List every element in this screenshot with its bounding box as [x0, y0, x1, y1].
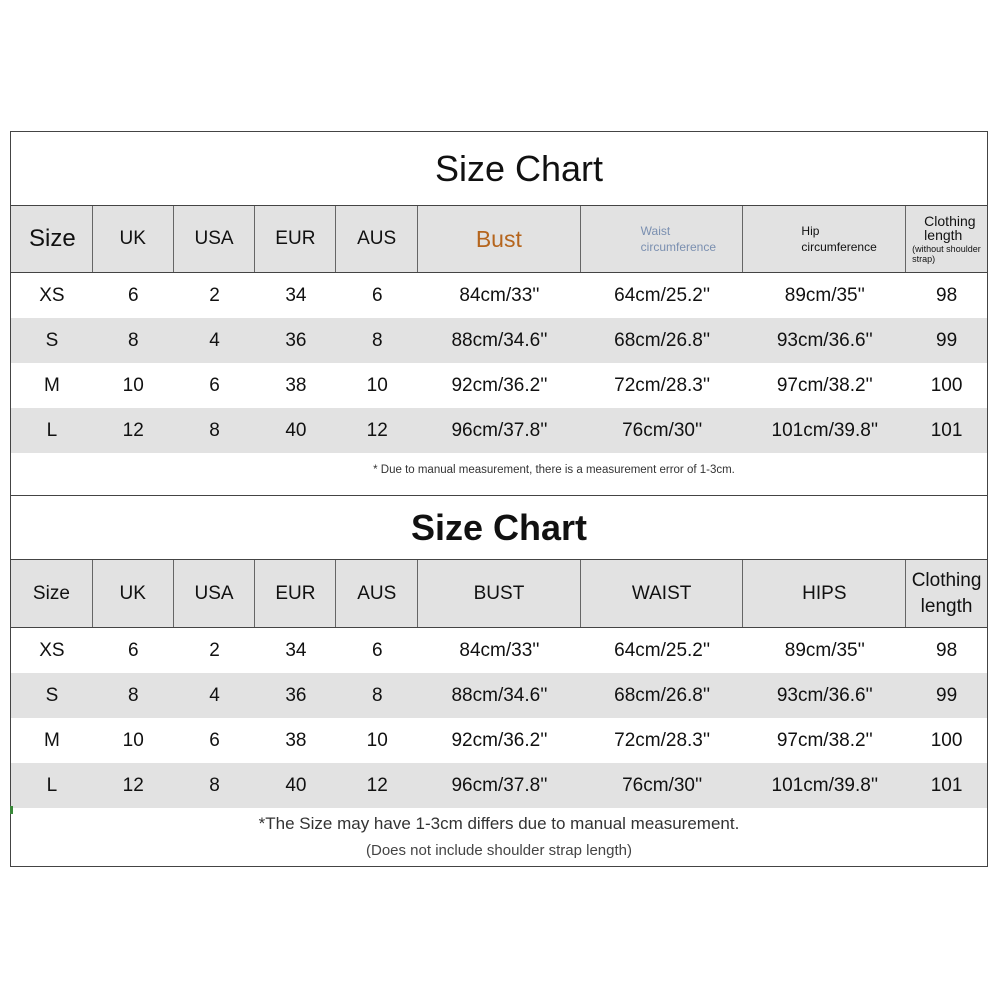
header-length-line1: Clothing [924, 213, 976, 229]
cell-waist: 72cm/28.3'' [614, 374, 711, 396]
header-uk: UK [93, 560, 174, 627]
cell-hip: 97cm/38.2'' [776, 729, 873, 751]
note-line-1: *The Size may have 1-3cm differs due to manual measurement. [258, 814, 740, 833]
header-row [11, 206, 987, 273]
cell-usa: 6 [209, 374, 220, 396]
chart-title: Size Chart [11, 132, 987, 206]
header-uk: UK [93, 206, 174, 272]
cell-bust: 84cm/33'' [459, 639, 540, 661]
header-waist-line1: Waist [640, 224, 671, 238]
cell-size: XS [39, 284, 65, 306]
measurement-note [11, 808, 987, 859]
header-usa: USA [174, 560, 256, 627]
header-size: Size [11, 206, 93, 272]
size-chart-2 [10, 495, 988, 867]
cell-hip: 89cm/35'' [784, 284, 865, 306]
cell-bust: 88cm/34.6'' [451, 684, 548, 706]
cell-length: 99 [936, 329, 958, 351]
cell-aus: 10 [366, 374, 388, 396]
cell-waist: 76cm/30'' [622, 774, 703, 796]
table-row [11, 628, 987, 673]
cell-length: 100 [930, 729, 963, 751]
cell-size: L [46, 419, 58, 441]
header-hip-line1: Hip [801, 224, 820, 238]
table-row [11, 408, 987, 453]
header-row [11, 560, 987, 628]
cell-usa: 6 [209, 729, 220, 751]
cell-bust: 92cm/36.2'' [451, 374, 548, 396]
cell-length: 101 [930, 774, 963, 796]
header-hips: HIPS [743, 560, 906, 627]
cell-waist: 64cm/25.2'' [614, 639, 711, 661]
header-hip-line2: circumference [801, 240, 877, 254]
header-waist-line2: circumference [640, 240, 717, 254]
header-size: Size [11, 560, 93, 627]
cell-waist: 68cm/26.8'' [614, 329, 711, 351]
size-chart-1 [10, 131, 988, 496]
header-bust: Bust [418, 206, 581, 272]
cell-eur: 40 [285, 419, 307, 441]
cell-waist: 64cm/25.2'' [614, 284, 711, 306]
cell-uk: 6 [127, 284, 139, 306]
cell-bust: 84cm/33'' [459, 284, 540, 306]
cell-aus: 8 [371, 684, 383, 706]
cell-bust: 88cm/34.6'' [451, 329, 548, 351]
cell-usa: 2 [209, 284, 220, 306]
header-waist: WAIST [581, 560, 744, 627]
cell-eur: 36 [285, 329, 307, 351]
cell-waist: 68cm/26.8'' [614, 684, 711, 706]
table-row [11, 718, 987, 763]
cell-bust: 96cm/37.8'' [451, 419, 548, 441]
cell-aus: 6 [371, 284, 383, 306]
cell-uk: 8 [127, 684, 139, 706]
header-eur: EUR [255, 560, 336, 627]
cell-length: 100 [930, 374, 963, 396]
header-aus: AUS [336, 560, 418, 627]
table-row [11, 318, 987, 363]
cell-aus: 8 [371, 329, 383, 351]
header-clothing-length [906, 560, 987, 627]
chart-title: Size Chart [11, 496, 987, 560]
table-row [11, 763, 987, 808]
cell-eur: 36 [285, 684, 307, 706]
cell-usa: 8 [209, 774, 220, 796]
cell-waist: 76cm/30'' [622, 419, 703, 441]
header-clothing-length [906, 206, 987, 272]
header-usa: USA [174, 206, 256, 272]
header-eur: EUR [255, 206, 336, 272]
cell-size: M [44, 374, 60, 396]
cell-bust: 92cm/36.2'' [451, 729, 548, 751]
cell-hip: 97cm/38.2'' [776, 374, 873, 396]
cell-usa: 2 [209, 639, 220, 661]
cell-hip: 93cm/36.6'' [776, 329, 873, 351]
cell-hip: 101cm/39.8'' [771, 774, 879, 796]
cell-size: XS [39, 639, 65, 661]
cell-length: 98 [936, 639, 958, 661]
cell-uk: 8 [127, 329, 139, 351]
cell-length: 101 [930, 419, 963, 441]
measurement-note: * Due to manual measurement, there is a measurement error of 1-3cm. [373, 464, 735, 476]
cell-eur: 38 [285, 729, 307, 751]
cell-eur: 34 [285, 639, 307, 661]
cell-usa: 4 [209, 684, 220, 706]
cell-aus: 12 [366, 419, 388, 441]
decorative-mark [10, 806, 13, 814]
cell-uk: 12 [122, 774, 144, 796]
cell-hip: 89cm/35'' [784, 639, 865, 661]
cell-length: 99 [936, 684, 958, 706]
cell-aus: 6 [371, 639, 383, 661]
cell-uk: 6 [127, 639, 139, 661]
note-line-2: (Does not include shoulder strap length) [366, 842, 632, 859]
header-length-line1: Clothing [911, 569, 982, 591]
header-aus: AUS [336, 206, 418, 272]
cell-uk: 10 [122, 729, 144, 751]
header-length-line2: length [924, 227, 963, 243]
cell-hip: 101cm/39.8'' [771, 419, 879, 441]
header-hip [743, 206, 906, 272]
cell-eur: 34 [285, 284, 307, 306]
header-bust: BUST [418, 560, 581, 627]
header-waist [581, 206, 744, 272]
cell-eur: 40 [285, 774, 307, 796]
cell-usa: 8 [209, 419, 220, 441]
header-length-line2: length [920, 595, 973, 617]
cell-eur: 38 [285, 374, 307, 396]
cell-waist: 72cm/28.3'' [614, 729, 711, 751]
cell-uk: 12 [122, 419, 144, 441]
table-row [11, 363, 987, 408]
cell-size: S [45, 329, 59, 351]
table-row [11, 273, 987, 318]
cell-size: L [46, 774, 58, 796]
cell-uk: 10 [122, 374, 144, 396]
cell-bust: 96cm/37.8'' [451, 774, 548, 796]
table-row [11, 673, 987, 718]
cell-hip: 93cm/36.6'' [776, 684, 873, 706]
cell-aus: 12 [366, 774, 388, 796]
cell-aus: 10 [366, 729, 388, 751]
cell-size: S [45, 684, 59, 706]
cell-usa: 4 [209, 329, 220, 351]
cell-length: 98 [936, 284, 958, 306]
cell-size: M [44, 729, 60, 751]
header-length-sub: (without shoulder strap) [912, 244, 981, 264]
